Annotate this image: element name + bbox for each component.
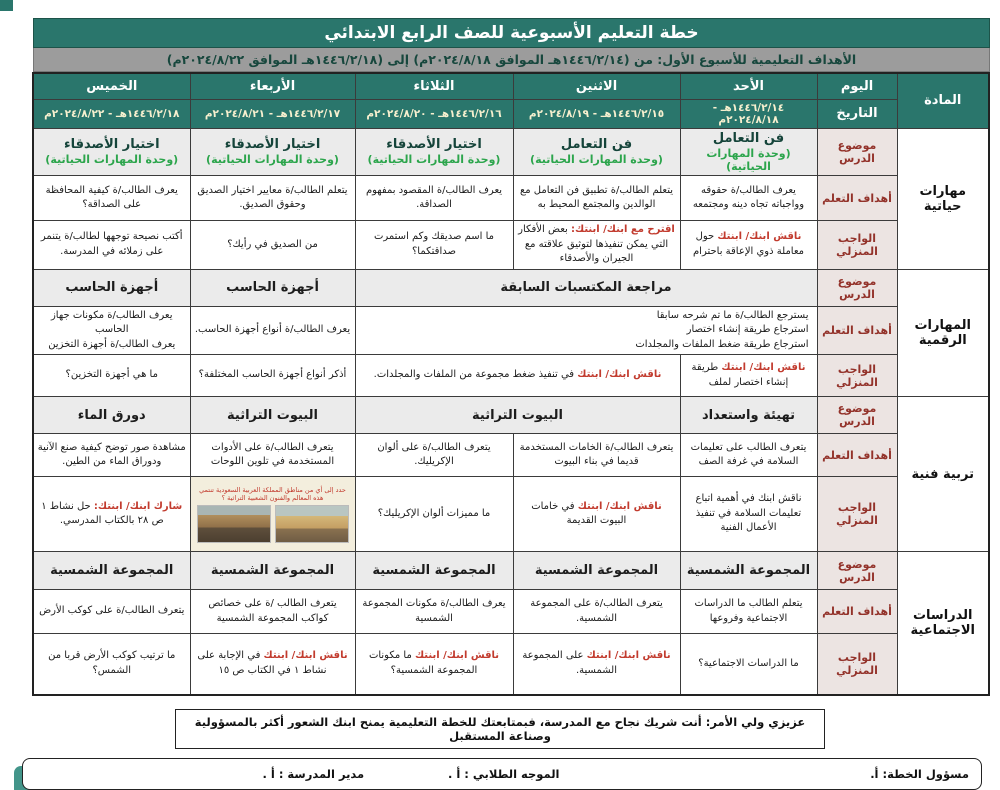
art-obj-thu: مشاهدة صور توضح كيفية صنع الآنية ودوراق الماء من الطين.	[33, 434, 190, 477]
homework-row-label: الواجب المنزلي	[817, 634, 897, 695]
homework-prompt: ناقش ابنك/ ابنتك	[577, 369, 662, 381]
objective-line: استرجاع طريقة ضغط الملفات والمجلدات	[635, 338, 809, 350]
art-hw-sun	[680, 477, 817, 552]
art-homework-row	[33, 477, 989, 552]
social-topic-row	[33, 552, 989, 590]
art-obj-mon: يتعرف الطالب/ة الخامات المستخدمة قديما في بناء البيوت	[513, 434, 680, 477]
digital-topic-thu: أجهزة الحاسب	[33, 269, 190, 306]
week-objectives-subtitle: الأهداف التعليمية للأسبوع الأول: من (١٤٤٦/٢/١٤هـ الموافق ٢٠٢٤/٨/١٨م) إلى (١٤٤٦/٢/١٨هـ الموافق ٢٠٢٤/٨/٢٢م)	[33, 48, 990, 72]
life-topic-mon	[513, 128, 680, 176]
day-tuesday: الثلاثاء	[355, 73, 513, 99]
homework-row-label: الواجب المنزلي	[817, 477, 897, 552]
art-obj-sun: يتعرف الطالب على تعليمات السلامة في غرفة الصف	[680, 434, 817, 477]
homework-text: على المجموعة الشمسية.	[522, 650, 617, 676]
topic-unit-text: (وحدة المهارات الحياتية)	[706, 146, 791, 173]
life-skills-objectives-row	[33, 176, 989, 221]
heritage-houses-photos	[195, 505, 351, 543]
art-obj-tue: يتعرف الطالب/ة على ألوان الإكريليك.	[355, 434, 513, 477]
digital-skills-topic-row	[33, 269, 989, 306]
objective-line: يعرف الطالب/ة مكونات جهاز الحاسب	[50, 309, 173, 336]
topic-text: اختيار الأصدقاء	[386, 137, 482, 153]
date-label: التاريخ	[817, 99, 897, 128]
objective-line: استرجاع طريقة إنشاء اختصار	[686, 324, 809, 336]
homework-text: ناقش ابنك في أهمية اتباع تعليمات السلامة في تنفيذ الأعمال الفنية	[695, 493, 802, 534]
topic-text: اختيار الأصدقاء	[224, 137, 321, 153]
topic-text: فن التعامل	[560, 137, 633, 153]
social-topic-wed: المجموعة الشمسية	[190, 552, 355, 590]
homework-text: ما هي أجهزة التخزين؟	[65, 369, 158, 381]
art-topic-thu: دورق الماء	[33, 397, 190, 434]
digital-obj-sun-tue	[355, 306, 817, 355]
homework-text: في الإجابة على نشاط ١ في الكتاب ص ١٥	[197, 650, 327, 676]
homework-text: ما مميزات ألوان الإكريليك؟	[377, 507, 491, 519]
topic-unit-text: (وحدة المهارات الحياتية)	[45, 153, 179, 167]
homework-prompt: ناقش ابنك/ ابنتك	[721, 362, 806, 374]
life-hw-sun	[680, 221, 817, 270]
homework-text: من الصديق في رأيك؟	[227, 238, 318, 250]
day-label: اليوم	[817, 73, 897, 99]
digital-hw-thu	[33, 355, 190, 397]
footer	[0, 709, 1000, 790]
heritage-house-photo-1	[275, 505, 349, 543]
weekly-plan-sheet	[33, 18, 990, 696]
social-topic-mon: المجموعة الشمسية	[513, 552, 680, 590]
homework-text: حل نشاط ١ ص ٢٨ بالكتاب المدرسي.	[41, 500, 164, 527]
page-title: خطة التعليم الأسبوعية للصف الرابع الابتدائي	[33, 18, 990, 48]
life-topic-wed	[190, 128, 355, 176]
digital-hw-mon-tue	[355, 355, 680, 397]
homework-prompt: ناقش ابنك/ ابنتك	[415, 650, 500, 662]
art-topic-mon-tue: البيوت التراثية	[355, 397, 680, 434]
homework-text: حول معاملة ذوي الإعاقة باحترام	[692, 231, 805, 257]
life-skills-homework-row	[33, 221, 989, 270]
homework-text: بعض الأفكار التي يمكن تنفيذها لتوثيق علاقته مع الجيران والأصدقاء	[518, 224, 669, 265]
plan-officer-signature: مسؤول الخطة: أ.	[870, 766, 969, 781]
social-hw-wed	[190, 634, 355, 695]
topic-unit-text: (وحدة المهارات الحياتية)	[367, 153, 501, 167]
objectives-row-label: أهداف التعلم	[817, 176, 897, 221]
homework-text: أكتب نصيحة توجهها لطالب/ة يتنمر على زملائه في المدرسة.	[40, 231, 183, 257]
subject-life-skills: مهارات حياتية	[897, 128, 989, 269]
topic-row-label: موضوع الدرس	[817, 397, 897, 434]
subject-art: تربية فنية	[897, 397, 989, 552]
art-objectives-row	[33, 434, 989, 477]
homework-text: طريقة إنشاء اختصار لملف	[691, 362, 789, 388]
date-monday: ١٤٤٦/٢/١٥هـ - ٢٠٢٤/٨/١٩م	[513, 99, 680, 128]
homework-row-label: الواجب المنزلي	[817, 221, 897, 270]
parent-message: عزيزي ولي الأمر: أنت شريك نجاح مع المدرسة، فبمتابعتك للخطة التعليمية يمنح ابنك الشعور أكثر بالمسؤولية وصناعة المستقبل	[175, 709, 825, 749]
day-wednesday: الأربعاء	[190, 73, 355, 99]
social-homework-row	[33, 634, 989, 695]
topic-text: اختيار الأصدقاء	[63, 137, 160, 153]
homework-text: ما الدراسات الاجتماعية؟	[698, 657, 799, 669]
signature-bar	[22, 758, 982, 790]
social-topic-tue: المجموعة الشمسية	[355, 552, 513, 590]
date-wednesday: ١٤٤٦/٢/١٧هـ - ٢٠٢٤/٨/٢١م	[190, 99, 355, 128]
homework-text: ما مكونات المجموعة الشمسية؟	[368, 650, 478, 676]
art-topic-wed: البيوت التراثية	[190, 397, 355, 434]
social-obj-thu: يتعرف الطالب/ة على كوكب الأرض	[33, 590, 190, 634]
homework-prompt: اقترح مع ابنك/ ابنتك:	[571, 224, 675, 236]
homework-prompt: ناقش ابنك/ ابنتك	[263, 650, 348, 662]
date-tuesday: ١٤٤٦/٢/١٦هـ - ٢٠٢٤/٨/٢٠م	[355, 99, 513, 128]
homework-text: ما ترتيب كوكب الأرض قربا من الشمس؟	[48, 650, 176, 676]
subject-column-header: المادة	[897, 73, 989, 128]
digital-skills-objectives-row	[33, 306, 989, 355]
topic-row-label: موضوع الدرس	[817, 269, 897, 306]
social-obj-sun: يتعلم الطالب ما الدراسات الاجتماعية وفروعها	[680, 590, 817, 634]
social-hw-mon	[513, 634, 680, 695]
objective-line: يسترجع الطالب/ة ما تم شرحه سابقا	[656, 309, 809, 321]
art-hw-wed	[190, 477, 355, 552]
life-topic-sun	[680, 128, 817, 176]
life-obj-wed: يتعلم الطالب/ة معايير اختيار الصديق وحقوق الصديق.	[190, 176, 355, 221]
art-topic-row	[33, 397, 989, 434]
life-obj-tue: يعرف الطالب/ة المقصود بمفهوم الصداقة.	[355, 176, 513, 221]
social-hw-thu	[33, 634, 190, 695]
corner-decoration	[0, 0, 13, 11]
homework-prompt: شارك ابنك/ ابنتك:	[93, 500, 183, 512]
day-monday: الاثنين	[513, 73, 680, 99]
life-hw-tue	[355, 221, 513, 270]
objectives-row-label: أهداف التعلم	[817, 434, 897, 477]
topic-row-label: موضوع الدرس	[817, 128, 897, 176]
life-hw-wed	[190, 221, 355, 270]
objectives-row-label: أهداف التعلم	[817, 306, 897, 355]
life-obj-sun: يعرف الطالب/ة حقوقه وواجباته تجاه دينه ومجتمعه	[680, 176, 817, 221]
social-topic-thu: المجموعة الشمسية	[33, 552, 190, 590]
weekly-plan-table	[32, 72, 990, 696]
social-hw-tue	[355, 634, 513, 695]
principal-signature: مدير المدرسة : أ .	[262, 766, 365, 781]
art-hw-thu	[33, 477, 190, 552]
social-topic-sun: المجموعة الشمسية	[680, 552, 817, 590]
objective-line: يعرف الطالب/ة أجهزة التخزين	[48, 338, 176, 350]
art-obj-wed: يتعرف الطالب/ة على الأدوات المستخدمة في تلوين اللوحات	[190, 434, 355, 477]
homework-text: في خامات البيوت القديمة	[531, 500, 627, 527]
social-obj-tue: يعرف الطالب/ة مكونات المجموعة الشمسية	[355, 590, 513, 634]
art-topic-sun: تهيئة واستعداد	[680, 397, 817, 434]
life-hw-mon	[513, 221, 680, 270]
digital-obj-wed: يعرف الطالب/ة أنواع أجهزة الحاسب.	[190, 306, 355, 355]
social-objectives-row	[33, 590, 989, 634]
digital-obj-thu	[33, 306, 190, 355]
date-thursday: ١٤٤٦/٢/١٨هـ - ٢٠٢٤/٨/٢٢م	[33, 99, 190, 128]
topic-row-label: موضوع الدرس	[817, 552, 897, 590]
student-advisor-signature: الموجه الطلابي : أ .	[447, 766, 560, 781]
digital-hw-sun	[680, 355, 817, 397]
header-date-row	[33, 99, 989, 128]
social-obj-mon: يتعرف الطالب/ة على المجموعة الشمسية.	[513, 590, 680, 634]
life-obj-mon: يتعلم الطالب/ة تطبيق فن التعامل مع الوالدين والمجتمع المحيط به	[513, 176, 680, 221]
art-hw-tue	[355, 477, 513, 552]
art-hw-mon	[513, 477, 680, 552]
digital-skills-homework-row	[33, 355, 989, 397]
topic-unit-text: (وحدة المهارات الحياتية)	[206, 153, 339, 167]
homework-prompt: ناقش ابنك/ ابنتك	[717, 231, 802, 243]
life-topic-tue	[355, 128, 513, 176]
life-hw-thu	[33, 221, 190, 270]
social-obj-wed: يتعرف الطالب /ة على خصائص كواكب المجموعة الشمسية	[190, 590, 355, 634]
homework-text: في تنفيذ ضغط مجموعة من الملفات والمجلدات.	[373, 369, 578, 381]
topic-text: فن التعامل	[712, 130, 785, 146]
life-topic-thu	[33, 128, 190, 176]
homework-text: ما اسم صديقك وكم استمرت صداقتكما؟	[373, 231, 495, 257]
day-thursday: الخميس	[33, 73, 190, 99]
life-obj-thu: يعرف الطالب/ة كيفية المحافظة على الصداقة؟	[33, 176, 190, 221]
digital-topic-wed: أجهزة الحاسب	[190, 269, 355, 306]
subject-digital-skills: المهارات الرقمية	[897, 269, 989, 397]
life-skills-topic-row	[33, 128, 989, 176]
subject-social-studies: الدراسات الاجتماعية	[897, 552, 989, 695]
objectives-row-label: أهداف التعلم	[817, 590, 897, 634]
heritage-house-photo-2	[197, 505, 271, 543]
homework-prompt: ناقش ابنك/ ابنتك	[577, 500, 662, 512]
digital-topic-sun-tue: مراجعة المكتسبات السابقة	[355, 269, 817, 306]
digital-hw-wed	[190, 355, 355, 397]
homework-row-label: الواجب المنزلي	[817, 355, 897, 397]
homework-text: أذكر أنواع أجهزة الحاسب المختلفة؟	[198, 369, 347, 381]
social-hw-sun	[680, 634, 817, 695]
header-day-row	[33, 73, 989, 99]
date-sunday: ١٤٤٦/٢/١٤هـ - ٢٠٢٤/٨/١٨م	[680, 99, 817, 128]
homework-prompt: ناقش ابنك/ ابنتك	[586, 650, 671, 662]
heritage-houses-caption: حدد إلى أي من مناطق المملكة العربية السعودية تنتمي هذه المعالم والفنون الشعبية التراثية ؟	[199, 485, 346, 503]
topic-unit-text: (وحدة المهارات الحياتية)	[530, 153, 663, 167]
day-sunday: الأحد	[680, 73, 817, 99]
